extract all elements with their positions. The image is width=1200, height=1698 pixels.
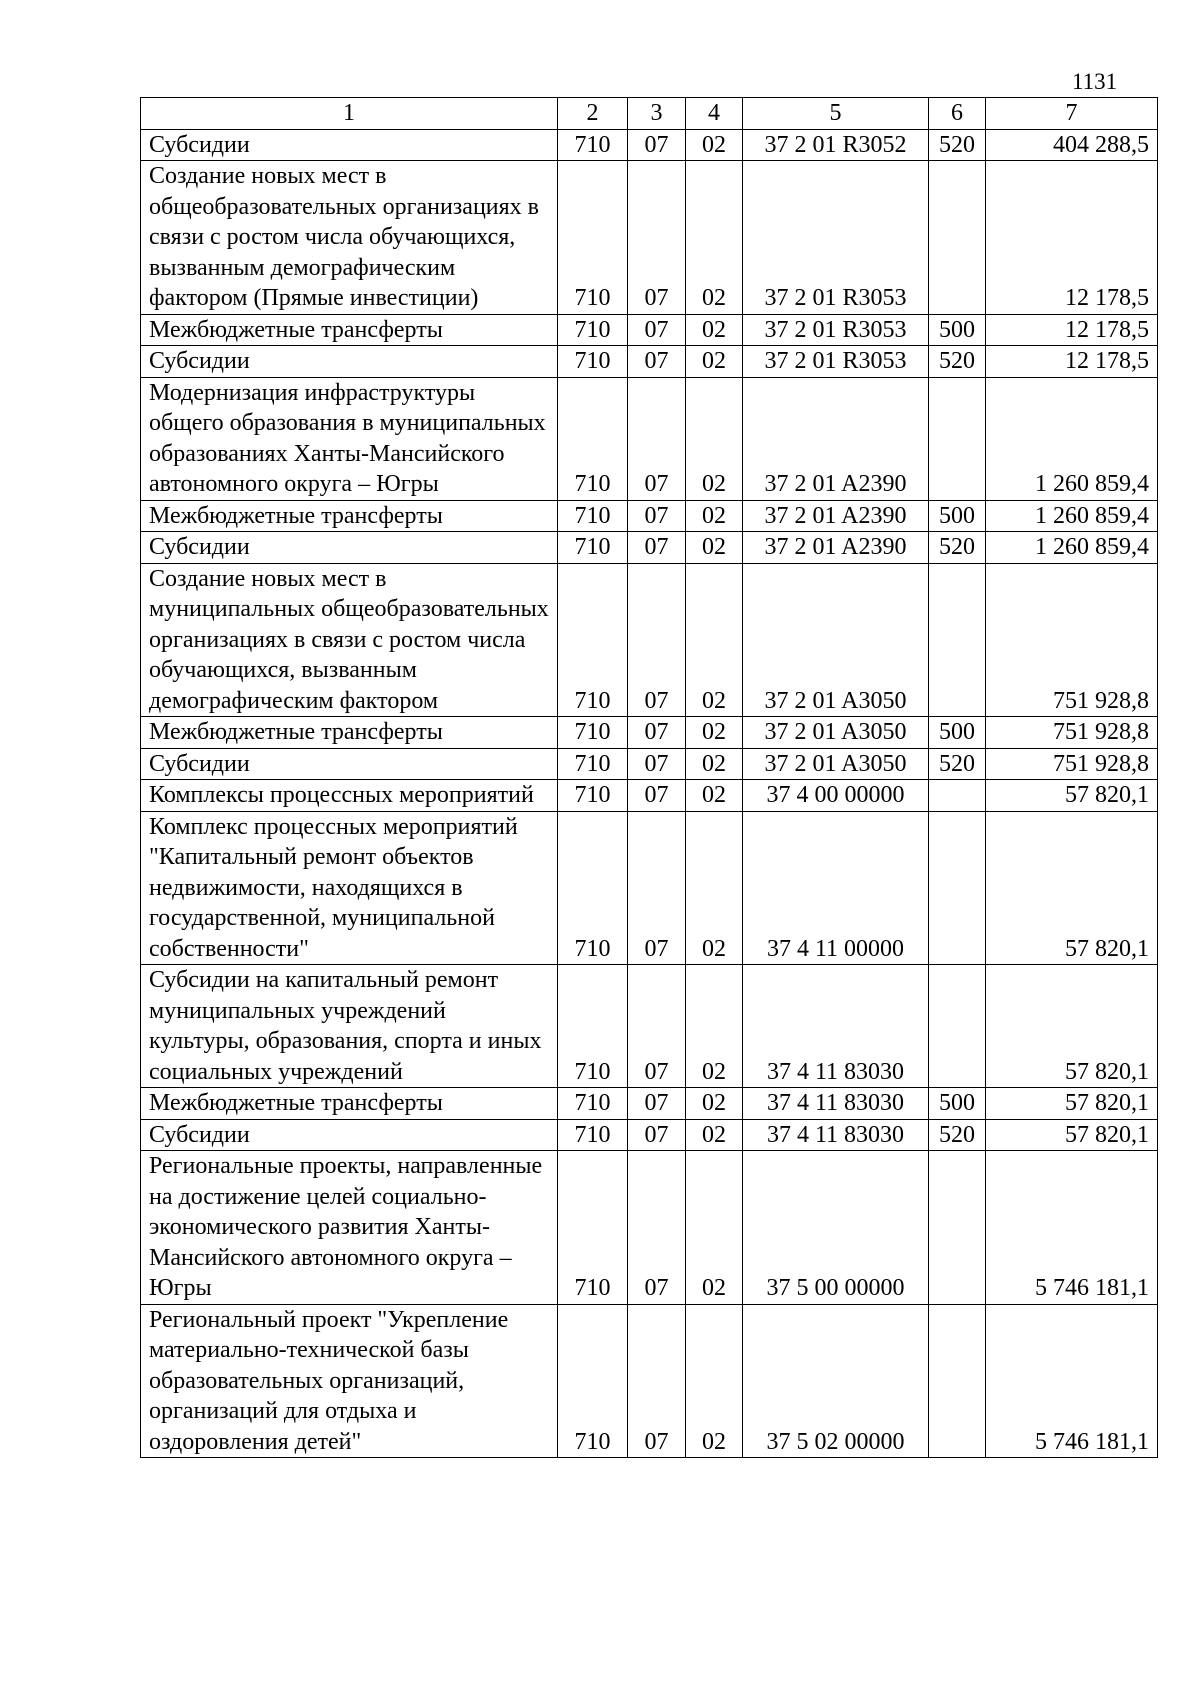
row-name-cell: Межбюджетные трансферты — [141, 717, 558, 749]
amount-cell: 1 260 859,4 — [986, 532, 1158, 564]
target-article-code-cell: 37 4 11 00000 — [743, 811, 929, 965]
row-name-cell: Межбюджетные трансферты — [141, 500, 558, 532]
row-name-cell: Субсидии — [141, 748, 558, 780]
target-article-code-cell: 37 2 01 A3050 — [743, 748, 929, 780]
table-row — [141, 717, 1158, 749]
amount-cell: 1 260 859,4 — [986, 377, 1158, 500]
admin-code-cell: 710 — [558, 1304, 628, 1458]
amount-cell: 57 820,1 — [986, 811, 1158, 965]
target-article-code-cell: 37 5 02 00000 — [743, 1304, 929, 1458]
subsection-code-cell: 02 — [686, 377, 743, 500]
section-code-cell: 07 — [628, 1304, 686, 1458]
expense-type-code-cell: 520 — [929, 129, 986, 161]
target-article-code-cell: 37 2 01 A3050 — [743, 717, 929, 749]
admin-code-cell: 710 — [558, 314, 628, 346]
header-cell-3: 3 — [628, 98, 686, 130]
subsection-code-cell: 02 — [686, 500, 743, 532]
target-article-code-cell: 37 2 01 R3053 — [743, 314, 929, 346]
table-header-row — [141, 98, 1158, 130]
section-code-cell: 07 — [628, 965, 686, 1088]
table-row — [141, 1151, 1158, 1305]
section-code-cell: 07 — [628, 563, 686, 717]
amount-cell: 751 928,8 — [986, 748, 1158, 780]
table-row — [141, 563, 1158, 717]
table-row — [141, 965, 1158, 1088]
subsection-code-cell: 02 — [686, 1304, 743, 1458]
amount-cell: 57 820,1 — [986, 1119, 1158, 1151]
subsection-code-cell: 02 — [686, 161, 743, 315]
expense-type-code-cell — [929, 1304, 986, 1458]
expense-type-code-cell — [929, 811, 986, 965]
amount-cell: 751 928,8 — [986, 717, 1158, 749]
admin-code-cell: 710 — [558, 1151, 628, 1305]
table-row — [141, 1088, 1158, 1120]
expense-type-code-cell: 500 — [929, 1088, 986, 1120]
subsection-code-cell: 02 — [686, 129, 743, 161]
expense-type-code-cell: 520 — [929, 1119, 986, 1151]
header-cell-2: 2 — [558, 98, 628, 130]
admin-code-cell: 710 — [558, 161, 628, 315]
subsection-code-cell: 02 — [686, 748, 743, 780]
subsection-code-cell: 02 — [686, 346, 743, 378]
section-code-cell: 07 — [628, 1088, 686, 1120]
table-row — [141, 532, 1158, 564]
row-name-cell: Субсидии — [141, 129, 558, 161]
row-name-cell: Субсидии на капитальный ремонт муниципальных учреждений культуры, образования, спорта и иных социальных учреждений — [141, 965, 558, 1088]
row-name-cell: Субсидии — [141, 532, 558, 564]
target-article-code-cell: 37 2 01 A2390 — [743, 500, 929, 532]
header-cell-4: 4 — [686, 98, 743, 130]
table-row — [141, 161, 1158, 315]
expense-type-code-cell — [929, 965, 986, 1088]
table-row — [141, 811, 1158, 965]
section-code-cell: 07 — [628, 748, 686, 780]
table-row — [141, 314, 1158, 346]
target-article-code-cell: 37 2 01 A2390 — [743, 377, 929, 500]
header-cell-6: 6 — [929, 98, 986, 130]
subsection-code-cell: 02 — [686, 1088, 743, 1120]
header-cell-1: 1 — [141, 98, 558, 130]
table-row — [141, 1119, 1158, 1151]
target-article-code-cell: 37 4 11 83030 — [743, 1119, 929, 1151]
row-name-cell: Межбюджетные трансферты — [141, 314, 558, 346]
target-article-code-cell: 37 2 01 R3053 — [743, 346, 929, 378]
target-article-code-cell: 37 4 11 83030 — [743, 1088, 929, 1120]
subsection-code-cell: 02 — [686, 780, 743, 812]
amount-cell: 404 288,5 — [986, 129, 1158, 161]
section-code-cell: 07 — [628, 161, 686, 315]
admin-code-cell: 710 — [558, 965, 628, 1088]
subsection-code-cell: 02 — [686, 1151, 743, 1305]
row-name-cell: Создание новых мест в муниципальных общеобразовательных организациях в связи с ростом числа обучающихся, вызванным демографическим фактором — [141, 563, 558, 717]
admin-code-cell: 710 — [558, 717, 628, 749]
subsection-code-cell: 02 — [686, 811, 743, 965]
amount-cell: 12 178,5 — [986, 314, 1158, 346]
target-article-code-cell: 37 4 11 83030 — [743, 965, 929, 1088]
expense-type-code-cell: 500 — [929, 500, 986, 532]
table-row — [141, 377, 1158, 500]
row-name-cell: Региональный проект "Укрепление материально-технической базы образовательных организаций, организаций для отдыха и оздоровления детей" — [141, 1304, 558, 1458]
section-code-cell: 07 — [628, 717, 686, 749]
expense-type-code-cell: 500 — [929, 314, 986, 346]
admin-code-cell: 710 — [558, 1088, 628, 1120]
expense-type-code-cell — [929, 377, 986, 500]
amount-cell: 751 928,8 — [986, 563, 1158, 717]
section-code-cell: 07 — [628, 500, 686, 532]
subsection-code-cell: 02 — [686, 1119, 743, 1151]
section-code-cell: 07 — [628, 780, 686, 812]
row-name-cell: Комплекс процессных мероприятий "Капитальный ремонт объектов недвижимости, находящихся в государственной, муниципальной собственности" — [141, 811, 558, 965]
section-code-cell: 07 — [628, 532, 686, 564]
table-row — [141, 346, 1158, 378]
subsection-code-cell: 02 — [686, 532, 743, 564]
amount-cell: 57 820,1 — [986, 1088, 1158, 1120]
admin-code-cell: 710 — [558, 748, 628, 780]
header-cell-7: 7 — [986, 98, 1158, 130]
expense-type-code-cell: 520 — [929, 748, 986, 780]
section-code-cell: 07 — [628, 811, 686, 965]
table-row — [141, 748, 1158, 780]
amount-cell: 5 746 181,1 — [986, 1304, 1158, 1458]
admin-code-cell: 710 — [558, 532, 628, 564]
expense-type-code-cell — [929, 563, 986, 717]
row-name-cell: Создание новых мест в общеобразовательных организациях в связи с ростом числа обучающихся, вызванным демографическим фактором (Прямые инвестиции) — [141, 161, 558, 315]
table-row — [141, 500, 1158, 532]
table-row — [141, 1304, 1158, 1458]
section-code-cell: 07 — [628, 1119, 686, 1151]
section-code-cell: 07 — [628, 314, 686, 346]
target-article-code-cell: 37 4 00 00000 — [743, 780, 929, 812]
expense-type-code-cell — [929, 161, 986, 315]
page-number: 1131 — [1072, 69, 1118, 94]
subsection-code-cell: 02 — [686, 563, 743, 717]
admin-code-cell: 710 — [558, 500, 628, 532]
expense-type-code-cell: 520 — [929, 532, 986, 564]
admin-code-cell: 710 — [558, 377, 628, 500]
target-article-code-cell: 37 2 01 R3052 — [743, 129, 929, 161]
amount-cell: 5 746 181,1 — [986, 1151, 1158, 1305]
target-article-code-cell: 37 2 01 R3053 — [743, 161, 929, 315]
amount-cell: 57 820,1 — [986, 965, 1158, 1088]
header-cell-5: 5 — [743, 98, 929, 130]
section-code-cell: 07 — [628, 377, 686, 500]
amount-cell: 57 820,1 — [986, 780, 1158, 812]
budget-table — [140, 97, 1158, 1458]
target-article-code-cell: 37 2 01 A2390 — [743, 532, 929, 564]
amount-cell: 12 178,5 — [986, 346, 1158, 378]
amount-cell: 1 260 859,4 — [986, 500, 1158, 532]
row-name-cell: Субсидии — [141, 1119, 558, 1151]
section-code-cell: 07 — [628, 1151, 686, 1305]
expense-type-code-cell: 520 — [929, 346, 986, 378]
table-row — [141, 129, 1158, 161]
target-article-code-cell: 37 2 01 A3050 — [743, 563, 929, 717]
row-name-cell: Межбюджетные трансферты — [141, 1088, 558, 1120]
subsection-code-cell: 02 — [686, 965, 743, 1088]
section-code-cell: 07 — [628, 346, 686, 378]
target-article-code-cell: 37 5 00 00000 — [743, 1151, 929, 1305]
subsection-code-cell: 02 — [686, 717, 743, 749]
amount-cell: 12 178,5 — [986, 161, 1158, 315]
section-code-cell: 07 — [628, 129, 686, 161]
expense-type-code-cell: 500 — [929, 717, 986, 749]
table-row — [141, 780, 1158, 812]
row-name-cell: Субсидии — [141, 346, 558, 378]
admin-code-cell: 710 — [558, 129, 628, 161]
admin-code-cell: 710 — [558, 563, 628, 717]
expense-type-code-cell — [929, 1151, 986, 1305]
admin-code-cell: 710 — [558, 1119, 628, 1151]
row-name-cell: Региональные проекты, направленные на достижение целей социально-экономического развития Ханты-Мансийского автономного округа – Югры — [141, 1151, 558, 1305]
subsection-code-cell: 02 — [686, 314, 743, 346]
admin-code-cell: 710 — [558, 811, 628, 965]
row-name-cell: Комплексы процессных мероприятий — [141, 780, 558, 812]
admin-code-cell: 710 — [558, 346, 628, 378]
row-name-cell: Модернизация инфраструктуры общего образования в муниципальных образованиях Ханты-Мансийского автономного округа – Югры — [141, 377, 558, 500]
admin-code-cell: 710 — [558, 780, 628, 812]
expense-type-code-cell — [929, 780, 986, 812]
